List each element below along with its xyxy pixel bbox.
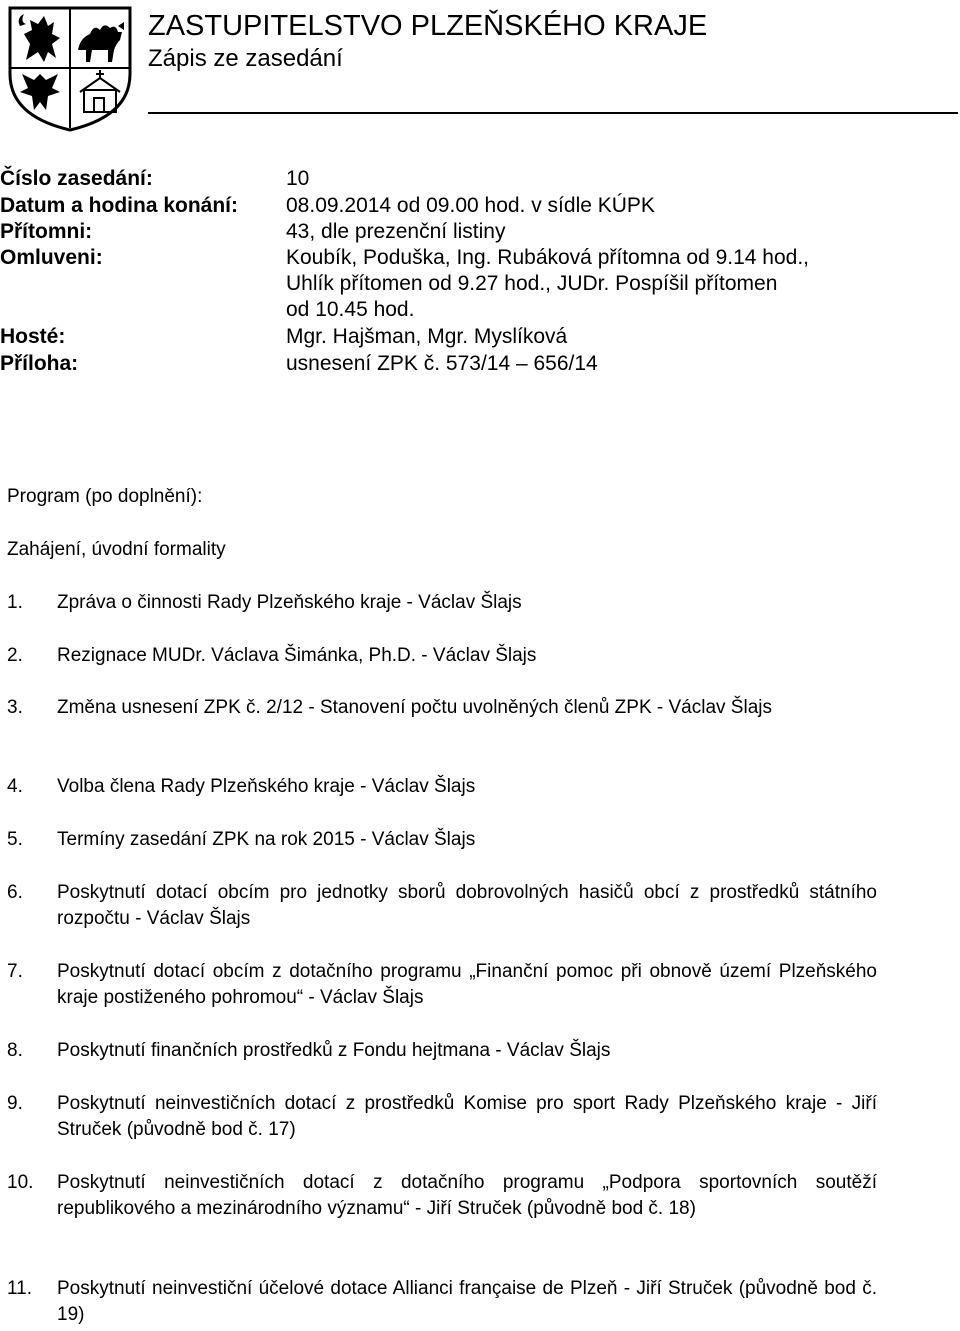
document-title: ZASTUPITELSTVO PLZEŇSKÉHO KRAJE	[148, 10, 708, 42]
agenda-number: 11.	[7, 1278, 33, 1299]
agenda-number: 7.	[7, 961, 23, 982]
agenda-text: Poskytnutí neinvestiční účelové dotace Allianci française de Plzeň - Jiří Struček (původně bod č. 19)	[57, 1278, 877, 1325]
agenda-text: Poskytnutí finančních prostředků z Fondu hejtmana - Václav Šlajs	[57, 1040, 611, 1061]
meta-value-excused-line-2: Uhlík přítomen od 9.27 hod., JUDr. Pospíšil přítomen	[286, 272, 778, 295]
meta-label-number: Číslo zasedání:	[0, 167, 153, 190]
agenda-text: Poskytnutí neinvestičních dotací z prostředků Komise pro sport Rady Plzeňského kraje - Jiří Struček (původně bod č. 17)	[57, 1093, 877, 1140]
meta-label-present: Přítomni:	[0, 220, 93, 243]
agenda-text: Změna usnesení ZPK č. 2/12 - Stanovení počtu uvolněných členů ZPK - Václav Šlajs	[57, 697, 772, 718]
agenda-text: Zpráva o činnosti Rady Plzeňského kraje - Václav Šlajs	[57, 592, 522, 613]
agenda-text: Termíny zasedání ZPK na rok 2015 - Václav Šlajs	[57, 829, 476, 850]
agenda-number: 1.	[7, 592, 23, 613]
meta-value-excused-line-1: Koubík, Poduška, Ing. Rubáková přítomna od 9.14 hod.,	[286, 246, 810, 269]
meta-value-attachment: usnesení ZPK č. 573/14 – 656/14	[286, 352, 598, 375]
agenda-text: Rezignace MUDr. Václava Šimánka, Ph.D. - Václav Šlajs	[57, 645, 537, 666]
agenda-number: 10.	[7, 1172, 34, 1193]
agenda-number: 9.	[7, 1093, 23, 1114]
program-intro: Zahájení, úvodní formality	[7, 539, 226, 560]
agenda-number: 4.	[7, 776, 23, 797]
agenda-number: 2.	[7, 645, 23, 666]
agenda-number: 6.	[7, 882, 23, 903]
agenda-number: 3.	[7, 697, 23, 718]
program-heading: Program (po doplnění):	[7, 486, 203, 507]
agenda-text: Poskytnutí dotací obcím z dotačního programu „Finanční pomoc při obnově území Plzeňského kraje postiženého pohromou“ - Václav Šlajs	[57, 961, 877, 1008]
agenda-list	[7, 0, 877, 1331]
agenda-text: Poskytnutí neinvestičních dotací z dotačního programu „Podpora sportovních soutěží republikového a mezinárodního významu“ - Jiří Struček (původně bod č. 18)	[57, 1172, 877, 1219]
meta-label-attachment: Příloha:	[0, 352, 79, 375]
meta-value-number: 10	[286, 167, 310, 190]
agenda-text: Volba člena Rady Plzeňského kraje - Václav Šlajs	[57, 776, 476, 797]
meta-label-excused: Omluveni:	[0, 246, 103, 269]
meta-label-guests: Hosté:	[0, 325, 66, 348]
agenda-number: 8.	[7, 1040, 23, 1061]
meta-value-guests: Mgr. Hajšman, Mgr. Myslíková	[286, 325, 568, 348]
meta-value-present: 43, dle prezenční listiny	[286, 220, 506, 243]
agenda-number: 5.	[7, 829, 23, 850]
meta-label-date: Datum a hodina konání:	[0, 194, 239, 217]
meta-value-excused-line-3: od 10.45 hod.	[286, 298, 415, 321]
agenda-text: Poskytnutí dotací obcím pro jednotky sborů dobrovolných hasičů obcí z prostředků státního rozpočtu - Václav Šlajs	[57, 882, 877, 929]
meta-value-date: 08.09.2014 od 09.00 hod. v sídle KÚPK	[286, 194, 655, 217]
document-subtitle: Zápis ze zasedání	[148, 45, 343, 72]
